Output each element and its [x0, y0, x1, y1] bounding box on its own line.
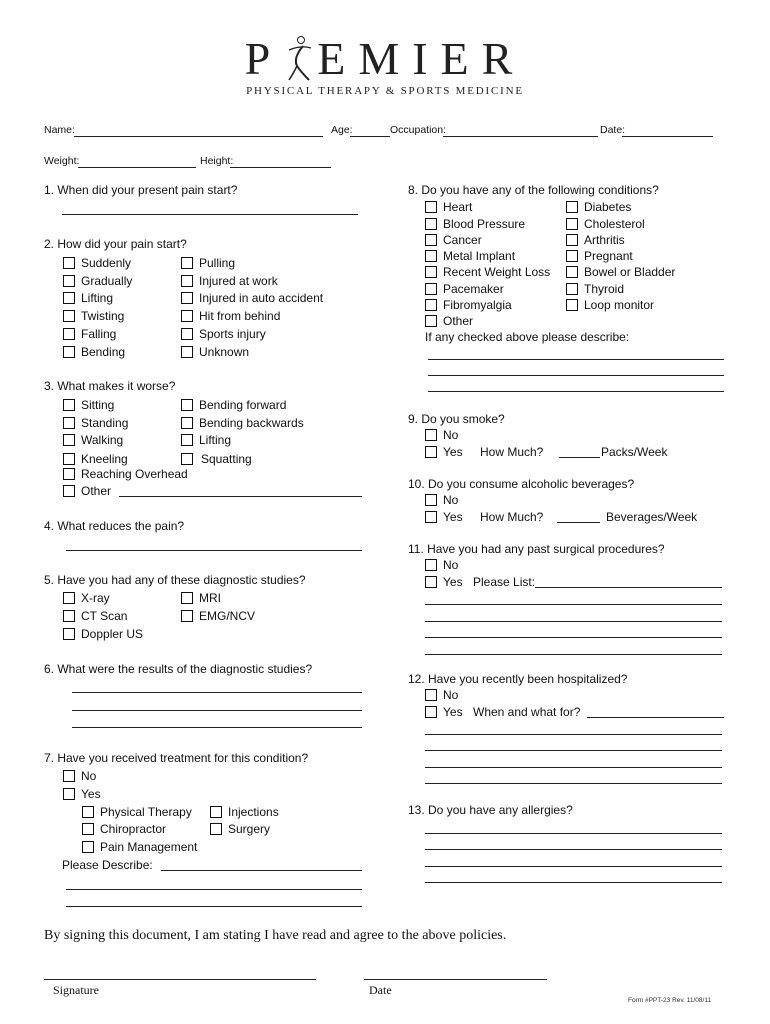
q3-option-other[interactable]: Other [63, 484, 111, 498]
q10-yes[interactable]: Yes [425, 510, 463, 524]
q12-answer-line[interactable] [425, 767, 722, 768]
checkbox[interactable] [63, 770, 75, 782]
q5-option[interactable]: MRI [181, 591, 221, 605]
q7-option[interactable]: Chiropractor [82, 822, 166, 836]
checkbox[interactable] [63, 788, 75, 800]
checkbox[interactable] [63, 328, 75, 340]
checkbox[interactable] [566, 201, 578, 213]
q2-option[interactable]: Twisting [63, 309, 124, 323]
q11-list-field[interactable] [535, 587, 722, 588]
checkbox[interactable] [63, 257, 75, 269]
name-label: Name: [44, 124, 75, 136]
q2-option[interactable]: Falling [63, 327, 116, 341]
checkbox[interactable] [425, 201, 437, 213]
q12-no[interactable]: No [425, 688, 458, 702]
q10-no[interactable]: No [425, 493, 458, 507]
checkbox[interactable] [425, 511, 437, 523]
brand-text-right: EMIER [317, 33, 526, 84]
checkbox[interactable] [566, 283, 578, 295]
q7-option[interactable]: Injections [210, 805, 279, 819]
q2-option[interactable]: Bending [63, 345, 125, 359]
checkbox[interactable] [63, 485, 75, 497]
occupation-field[interactable] [443, 136, 598, 137]
q8-describe-label: If any checked above please describe: [425, 330, 630, 344]
q8-option[interactable]: Heart [425, 200, 472, 214]
q8-option[interactable]: Bowel or Bladder [566, 265, 675, 279]
q10-how-much-label: How Much? [480, 510, 544, 524]
q7-option[interactable]: Surgery [210, 822, 270, 836]
q11-label: 11. Have you had any past surgical procedures? [408, 542, 665, 556]
q8-answer-line[interactable] [428, 391, 724, 392]
q7-describe-field[interactable] [161, 870, 362, 871]
figure-logo-icon [283, 32, 317, 78]
checkbox[interactable] [63, 434, 75, 446]
checkbox[interactable] [63, 275, 75, 287]
q2-option[interactable]: Gradually [63, 274, 132, 288]
checkbox[interactable] [181, 399, 193, 411]
checkbox[interactable] [181, 417, 193, 429]
q3-option[interactable]: Bending forward [181, 398, 286, 412]
q6-label: 6. What were the results of the diagnostic studies? [44, 662, 313, 676]
q9-amount-field[interactable] [559, 457, 600, 458]
age-label: Age: [331, 124, 353, 136]
q10-unit-label: Beverages/Week [606, 510, 698, 524]
occupation-label: Occupation: [390, 124, 447, 136]
q8-label: 8. Do you have any of the following conditions? [408, 183, 659, 197]
checkbox[interactable] [181, 434, 193, 446]
q3-option[interactable]: Sitting [63, 398, 114, 412]
q2-option[interactable]: Injured at work [181, 274, 278, 288]
q8-option[interactable]: Fibromyalgia [425, 298, 512, 312]
height-label: Height: [200, 155, 234, 167]
q6-answer-line[interactable] [72, 727, 362, 728]
signature-label: Signature [53, 983, 99, 997]
weight-field[interactable] [78, 167, 196, 168]
q8-answer-line[interactable] [428, 375, 724, 376]
q3-option-reaching[interactable]: Reaching Overhead [63, 467, 188, 481]
q3-option[interactable]: Bending backwards [181, 416, 304, 430]
weight-label: Weight: [44, 155, 80, 167]
q8-option[interactable]: Thyroid [566, 282, 624, 296]
height-field[interactable] [230, 167, 331, 168]
q2-option[interactable]: Pulling [181, 256, 235, 270]
checkbox[interactable] [566, 250, 578, 262]
q11-answer-line[interactable] [425, 654, 722, 655]
q11-yes[interactable]: Yes [425, 575, 463, 589]
q10-amount-field[interactable] [557, 522, 600, 523]
q2-label: 2. How did your pain start? [44, 237, 187, 251]
date-signed-label: Date [369, 983, 392, 997]
q2-option[interactable]: Lifting [63, 291, 113, 305]
checkbox[interactable] [425, 234, 437, 246]
checkbox[interactable] [63, 453, 75, 465]
q3-other-field[interactable] [119, 496, 362, 497]
checkbox[interactable] [181, 610, 193, 622]
brand-subtitle: PHYSICAL THERAPY & SPORTS MEDICINE [246, 85, 524, 97]
q7-option[interactable]: Physical Therapy [82, 805, 192, 819]
q5-option[interactable]: X-ray [63, 591, 110, 605]
q2-option[interactable]: Hit from behind [181, 309, 280, 323]
checkbox[interactable] [425, 576, 437, 588]
checkbox[interactable] [181, 292, 193, 304]
q7-answer-line[interactable] [66, 906, 362, 907]
q7-answer-line[interactable] [66, 889, 362, 890]
date-signed-field[interactable] [364, 979, 547, 980]
q11-answer-line[interactable] [425, 621, 722, 622]
q2-option[interactable]: Injured in auto accident [181, 291, 323, 305]
q11-answer-line[interactable] [425, 604, 722, 605]
q7-no[interactable]: No [63, 769, 96, 783]
q9-unit-label: Packs/Week [601, 445, 668, 459]
q13-answer-line[interactable] [425, 849, 722, 850]
q5-label: 5. Have you had any of these diagnostic studies? [44, 573, 306, 587]
brand-logo [0, 32, 770, 85]
q7-label: 7. Have you received treatment for this condition? [44, 751, 309, 765]
q9-yes[interactable]: Yes [425, 445, 463, 459]
date-field[interactable] [622, 136, 713, 137]
checkbox[interactable] [566, 266, 578, 278]
form-number: Form #PPT-23 Rev. 11/08/11 [628, 997, 712, 1004]
checkbox[interactable] [425, 266, 437, 278]
checkbox[interactable] [181, 275, 193, 287]
q12-answer-line[interactable] [425, 783, 722, 784]
checkbox[interactable] [63, 346, 75, 358]
checkbox[interactable] [181, 310, 193, 322]
checkbox[interactable] [181, 453, 193, 465]
q9-how-much-label: How Much? [480, 445, 544, 459]
checkbox[interactable] [181, 346, 193, 358]
q2-option[interactable]: Sports injury [181, 327, 266, 341]
q8-option[interactable]: Arthritis [566, 233, 625, 247]
q11-answer-line[interactable] [425, 637, 722, 638]
checkbox[interactable] [82, 841, 94, 853]
q13-answer-line[interactable] [425, 882, 722, 883]
q3-option[interactable]: Walking [63, 433, 123, 447]
q13-answer-line[interactable] [425, 866, 722, 867]
checkbox[interactable] [63, 310, 75, 322]
q11-no[interactable]: No [425, 558, 458, 572]
q7-yes[interactable]: Yes [63, 787, 101, 801]
checkbox[interactable] [82, 806, 94, 818]
q12-label: 12. Have you recently been hospitalized? [408, 672, 628, 686]
q5-option[interactable]: CT Scan [63, 609, 127, 623]
q3-option[interactable]: Squatting [181, 452, 252, 466]
q13-answer-line[interactable] [425, 833, 722, 834]
q8-answer-line[interactable] [428, 359, 724, 360]
checkbox[interactable] [63, 292, 75, 304]
q4-label: 4. What reduces the pain? [44, 519, 185, 533]
checkbox[interactable] [82, 823, 94, 835]
q10-label: 10. Do you consume alcoholic beverages? [408, 477, 635, 491]
date-label: Date: [600, 124, 626, 136]
q12-yes[interactable]: Yes [425, 705, 463, 719]
q8-option[interactable]: Cholesterol [566, 217, 645, 231]
q8-option[interactable]: Metal Implant [425, 249, 515, 263]
checkbox[interactable] [210, 823, 222, 835]
q13-label: 13. Do you have any allergies? [408, 803, 573, 817]
brand-text-left: P [244, 33, 284, 84]
q8-option[interactable]: Other [425, 314, 473, 328]
q3-label: 3. What makes it worse? [44, 379, 176, 393]
q2-option[interactable]: Unknown [181, 345, 249, 359]
age-field[interactable] [350, 136, 390, 137]
checkbox[interactable] [425, 429, 437, 441]
q6-answer-line[interactable] [72, 692, 362, 693]
q8-option[interactable]: Loop monitor [566, 298, 654, 312]
q8-option[interactable]: Blood Pressure [425, 217, 525, 231]
checkbox[interactable] [425, 218, 437, 230]
q12-answer-line[interactable] [425, 734, 722, 735]
checkbox[interactable] [425, 283, 437, 295]
q8-option[interactable]: Pacemaker [425, 282, 504, 296]
q12-when-field[interactable] [587, 717, 724, 718]
name-field[interactable] [74, 136, 323, 137]
checkbox[interactable] [63, 417, 75, 429]
checkbox[interactable] [210, 806, 222, 818]
agreement-statement: By signing this document, I am stating I have read and agree to the above policies. [44, 928, 507, 943]
checkbox[interactable] [63, 399, 75, 411]
checkbox[interactable] [181, 328, 193, 340]
q8-option[interactable]: Recent Weight Loss [425, 265, 550, 279]
q5-option[interactable]: EMG/NCV [181, 609, 255, 623]
checkbox[interactable] [63, 610, 75, 622]
checkbox[interactable] [566, 299, 578, 311]
q4-answer-line[interactable] [66, 550, 362, 551]
checkbox[interactable] [425, 315, 437, 327]
q6-answer-line[interactable] [72, 710, 362, 711]
q12-when-label: When and what for? [473, 705, 581, 719]
q8-option[interactable]: Pregnant [566, 249, 633, 263]
q12-answer-line[interactable] [425, 750, 722, 751]
q11-list-label: Please List: [473, 575, 536, 589]
checkbox[interactable] [425, 494, 437, 506]
checkbox[interactable] [425, 299, 437, 311]
checkbox[interactable] [566, 234, 578, 246]
checkbox[interactable] [63, 592, 75, 604]
q8-option[interactable]: Diabetes [566, 200, 631, 214]
q7-describe-label: Please Describe: [62, 858, 153, 872]
q3-option[interactable]: Lifting [181, 433, 231, 447]
q2-option[interactable]: Suddenly [63, 256, 131, 270]
q3-option[interactable]: Standing [63, 416, 128, 430]
checkbox[interactable] [181, 257, 193, 269]
q1-answer-line[interactable] [62, 214, 358, 215]
q1-label: 1. When did your present pain start? [44, 183, 238, 197]
q3-option[interactable]: Kneeling [63, 452, 128, 466]
q9-no[interactable]: No [425, 428, 458, 442]
checkbox[interactable] [425, 250, 437, 262]
checkbox[interactable] [63, 628, 75, 640]
checkbox[interactable] [425, 559, 437, 571]
checkbox[interactable] [425, 689, 437, 701]
checkbox[interactable] [63, 468, 75, 480]
checkbox[interactable] [425, 706, 437, 718]
q8-option[interactable]: Cancer [425, 233, 482, 247]
signature-field[interactable] [44, 979, 316, 980]
q9-label: 9. Do you smoke? [408, 412, 505, 426]
checkbox[interactable] [425, 446, 437, 458]
checkbox[interactable] [181, 592, 193, 604]
q7-option[interactable]: Pain Management [82, 840, 197, 854]
q5-option[interactable]: Doppler US [63, 627, 143, 641]
checkbox[interactable] [566, 218, 578, 230]
